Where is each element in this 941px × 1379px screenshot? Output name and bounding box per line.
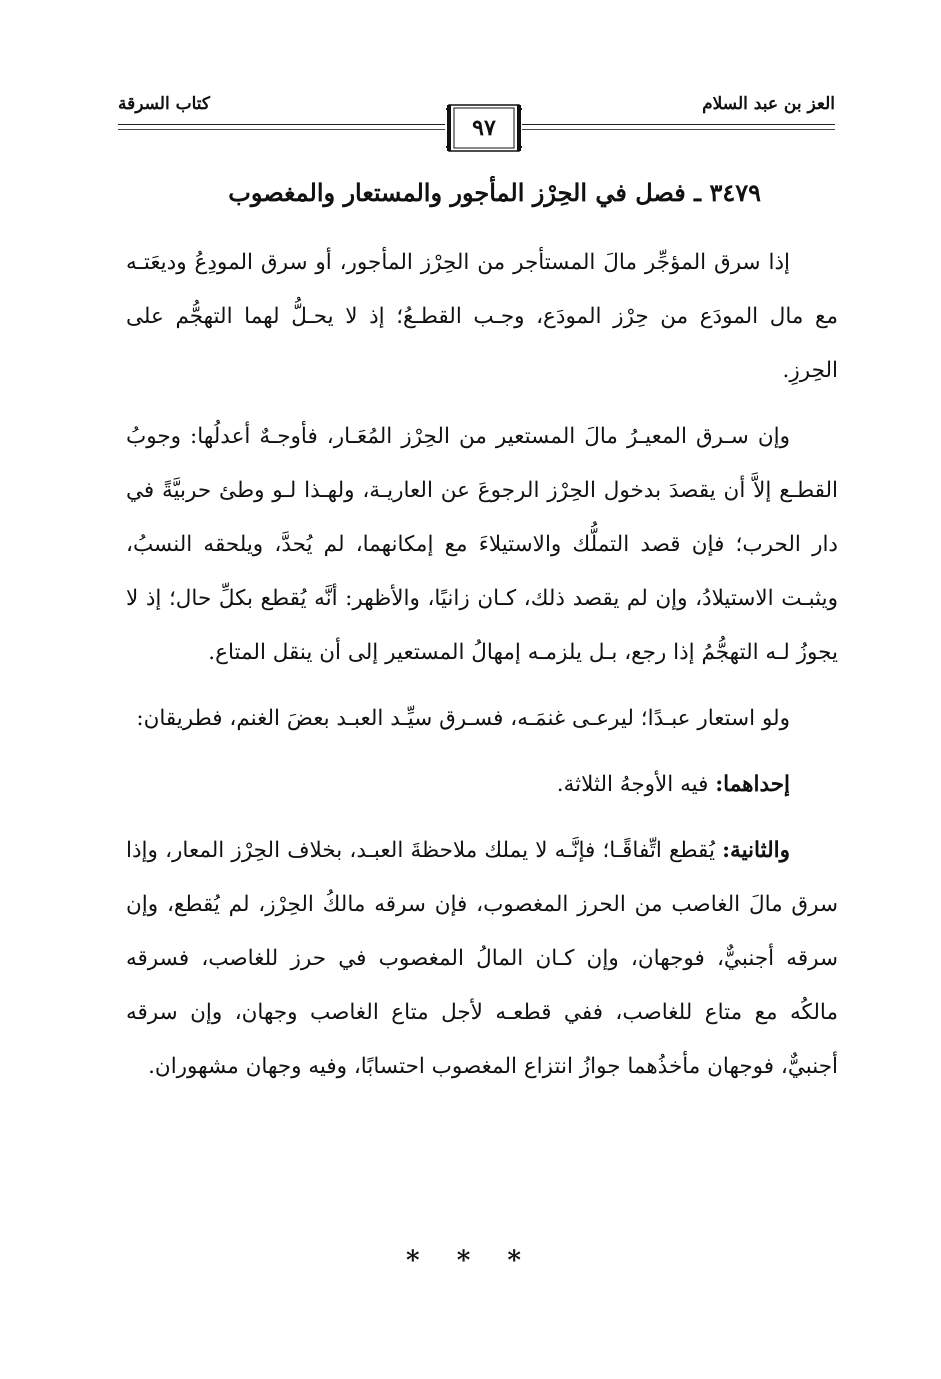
running-header-author: العز بن عبد السلام	[702, 94, 835, 114]
paragraph-first-way	[126, 758, 838, 812]
first-way-text: فيه الأوجهُ الثلاثة.	[556, 772, 709, 797]
second-way-text: يُقطع اتِّفاقًـا؛ فإنَّـه لا يملك ملاحظةَ العبـد، بخلاف الحِرْز المعار، وإذا سرق مالَ الغاصب من الحرز المغصوب، فإن سرقه مالكُ الحِرْز، لم يُقطع، وإن سرقه أجنبيٌّ، فوجهان، وإن كـان المالُ المغصوب في حرز للغاصب، فسرقه مالكُه مع متاع للغاصب، ففي قطعـه لأجل متاع الغاصب وجهان، وإن سرقه أجنبيٌّ، فوجهان مأخذُهما جوازُ انتزاع المغصوب احتسابًا، وفيه وجهان مشهوران.	[126, 838, 838, 1079]
header-rule-left-thin	[118, 129, 445, 130]
page-number: ٩٧	[472, 115, 496, 141]
page-number-frame	[446, 103, 522, 153]
header-rule-right-thin	[522, 129, 835, 130]
paragraph-second-way	[126, 824, 838, 1094]
second-way-label: والثانية:	[722, 838, 790, 863]
section-title: ٣٤٧٩ ـ فصل في الحِرْز المأجور والمستعار والمغصوب	[228, 178, 761, 207]
section-separator: * * *	[406, 1246, 535, 1276]
first-way-label: إحداهما:	[715, 772, 790, 797]
paragraph-3: ولو استعار عبـدًا؛ ليرعـى غنمَـه، فسـرق سيِّـد العبـد بعضَ الغنم، فطريقان:	[136, 706, 790, 731]
header-rule-right	[522, 124, 835, 125]
main-text	[126, 236, 838, 1106]
paragraph-1: إذا سرق المؤجِّر مالَ المستأجر من الحِرْز المأجور، أو سرق المودِعُ وديعَتـه مع مال المودَع من حِرْز المودَع، وجـب القطـعُ؛ إذ لا يحـلُّ لهما التهجُّم على الحِرزِ.	[126, 250, 838, 383]
running-header-book: كتاب السرقة	[118, 94, 211, 114]
header-rule-left	[118, 124, 445, 125]
paragraph-2: وإن سـرق المعيـرُ مالَ المستعير من الحِرْز المُعَـار، فأوجـهٌ أعدلُها: وجوبُ القطـع إلاَّ أن يقصدَ بدخول الحِرْز الرجوعَ عن العاريـة، ولهـذا لـو وطئ حربيَّةً في دار الحرب؛ فإن قصد التملُّك والاستيلاءَ مع إمكانهما، لم يُحدَّ، ويلحقه النسبُ، ويثبـت الاستيلادُ، وإن لم يقصد ذلك، كـان زانيًا، والأظهر: أنَّه يُقطع بكلِّ حال؛ إذ لا يجوزُ لـه التهجُّمُ إذا رجع، بـل يلزمـه إمهالُ المستعير إلى أن ينقل المتاع.	[126, 424, 838, 665]
